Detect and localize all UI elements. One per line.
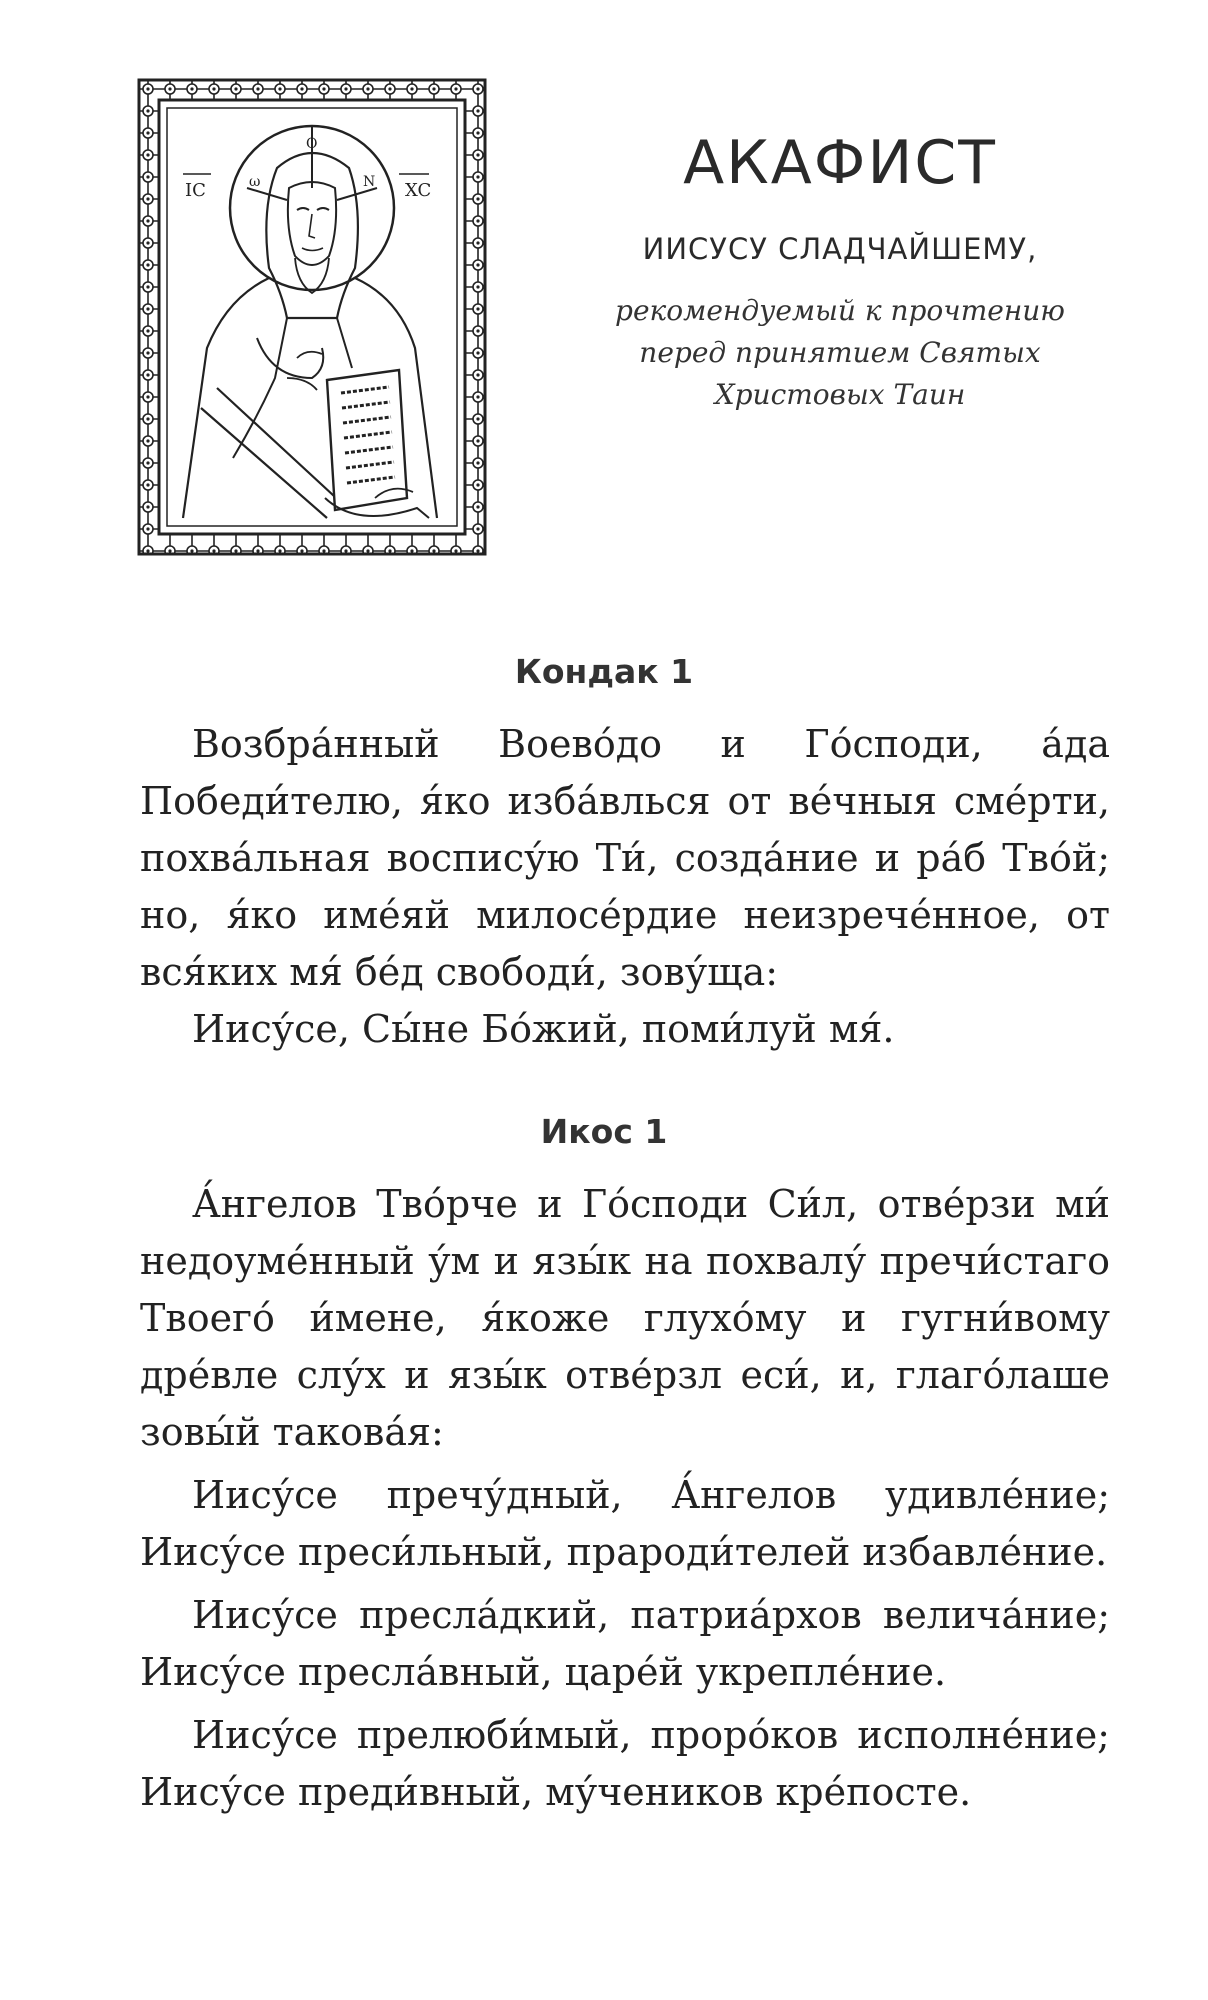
title-note-line: Христовых Таин <box>714 378 966 411</box>
ikos-verse: Иису́се пречу́дный, А́нгелов удивле́ние; Иису́се преси́льный, прароди́телей избавле́ние. <box>140 1473 1110 1574</box>
christ-icon-image <box>137 78 487 556</box>
ikos-verse: Иису́се пресла́дкий, патриа́рхов велича́ние; Иису́се пресла́вный, царе́й укрепле́ние. <box>140 1593 1110 1694</box>
icon-label-xc: XC <box>405 180 432 201</box>
ikos-heading: Икос 1 <box>540 1112 668 1151</box>
ikos-text: А́нгелов Тво́рче и Го́споди Си́л, отве́рзи ми́ недоуме́нный у́м и язы́к на похвалу́ пречи́стаго Твоего́ и́мене, я́коже глухо́му и гугни́вому дре́вле слу́х и язы́к отве́рзл еси́, и, глаго́лаше зовы́й такова́я: <box>140 1182 1110 1454</box>
ikos-verse: Иису́се прелюби́мый, проро́ков исполне́ние; Иису́се преди́вный, му́чеников кре́посте. <box>140 1713 1110 1814</box>
icon-label-omega: ω <box>249 174 261 190</box>
page-subtitle: ИИСУСУ СЛАДЧАЙШЕМУ, <box>642 232 1038 266</box>
kondak-refrain: Иису́се, Сы́не Бо́жий, поми́луй мя́. <box>192 1007 895 1051</box>
kondak-text: Возбра́нный Воево́до и Го́споди, а́да Победи́телю, я́ко изба́влься от ве́чныя сме́рти, похва́льная воспису́ю Ти́, созда́ние и ра́б Тво́й; но, я́ко име́яй милосе́рдие неизрече́нное, от вся́ких мя́ бе́д свободи́, зову́ща: <box>140 722 1110 994</box>
kondak-heading: Кондак 1 <box>514 652 694 691</box>
kondak-text-block <box>140 716 1110 1058</box>
page-title: АКАФИСТ <box>683 128 997 198</box>
title-note <box>560 290 1120 416</box>
ikos-text-block <box>140 1176 1110 1821</box>
title-note-line: рекомендуемый к прочтению <box>615 294 1065 327</box>
icon-label-n: N <box>363 174 376 190</box>
icon-label-o: O <box>306 136 318 152</box>
icon-label-ic: IC <box>185 180 206 201</box>
title-note-line: перед принятием Святых <box>639 336 1041 369</box>
